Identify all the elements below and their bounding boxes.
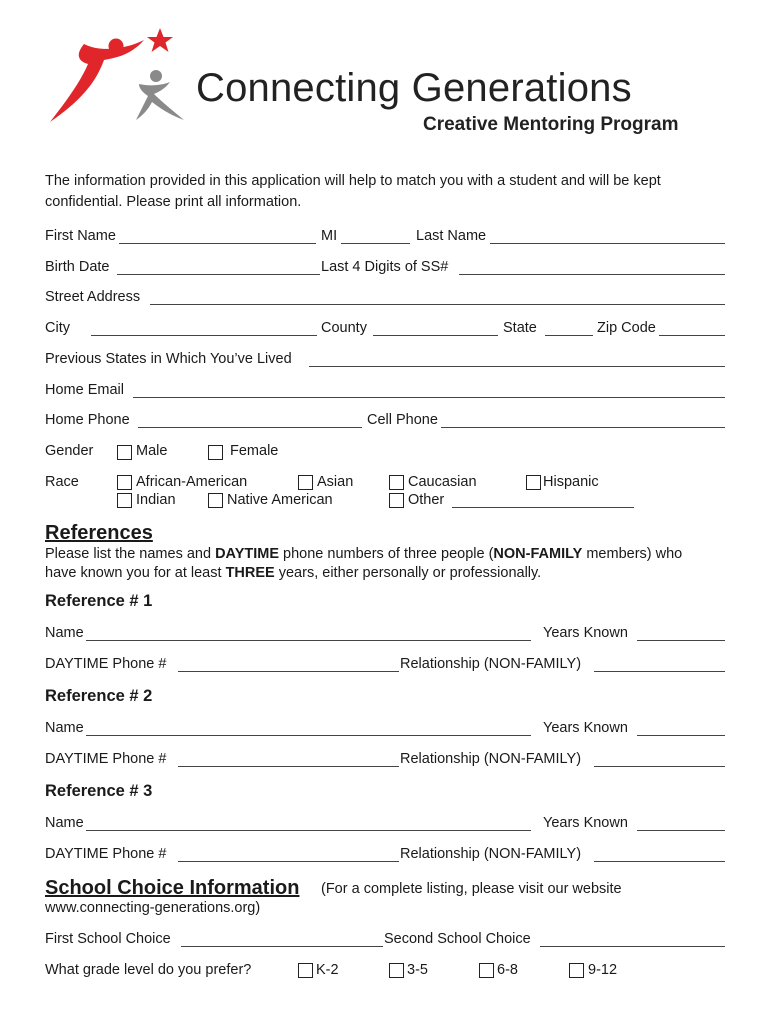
grade-6-8-checkbox[interactable] (479, 963, 494, 978)
caucasian-label: Caucasian (408, 474, 477, 490)
ref1-relationship-label: Relationship (NON-FAMILY) (400, 656, 582, 672)
city-field[interactable] (91, 335, 317, 336)
school-website-link[interactable]: www.connecting-generations.org) (45, 900, 261, 916)
grade-k2-label: K-2 (316, 962, 339, 978)
other-race-field[interactable] (452, 507, 634, 508)
logo-icon (44, 26, 189, 126)
ssn-field[interactable] (459, 274, 725, 275)
references-instructions-2: have known you for at least THREE years, either personally or professionally. (45, 565, 542, 581)
ref2-years-label: Years Known (543, 720, 628, 736)
ref1-relationship-field[interactable] (594, 671, 725, 672)
grade-k2-checkbox[interactable] (298, 963, 313, 978)
grade-6-8-label: 6-8 (497, 962, 518, 978)
ref3-relationship-field[interactable] (594, 861, 725, 862)
birth-date-label: Birth Date (45, 259, 110, 275)
ref1-phone-field[interactable] (178, 671, 399, 672)
ref3-relationship-label: Relationship (NON-FAMILY) (400, 846, 582, 862)
african-american-label: African-American (136, 474, 248, 490)
page-subtitle: Creative Mentoring Program (423, 114, 679, 135)
last-name-field[interactable] (490, 243, 725, 244)
city-label: City (45, 320, 70, 336)
county-field[interactable] (373, 335, 498, 336)
cell-phone-field[interactable] (441, 427, 725, 428)
zip-label: Zip Code (597, 320, 656, 336)
first-school-field[interactable] (181, 946, 383, 947)
mi-label: MI (321, 228, 338, 244)
home-email-field[interactable] (133, 397, 725, 398)
street-field[interactable] (150, 304, 725, 305)
ref3-phone-field[interactable] (178, 861, 399, 862)
zip-field[interactable] (659, 335, 725, 336)
page-title: Connecting Generations (196, 66, 632, 110)
ref2-phone-field[interactable] (178, 766, 399, 767)
reference-2-heading: Reference # 2 (45, 687, 153, 705)
ref3-name-label: Name (45, 815, 84, 831)
grade-3-5-checkbox[interactable] (389, 963, 404, 978)
grade-9-12-checkbox[interactable] (569, 963, 584, 978)
prev-states-field[interactable] (309, 366, 725, 367)
african-american-checkbox[interactable] (117, 475, 132, 490)
ref1-name-field[interactable] (86, 640, 531, 641)
race-label: Race (45, 474, 79, 490)
grade-9-12-label: 9-12 (588, 962, 618, 978)
asian-label: Asian (317, 474, 354, 490)
ref2-phone-label: DAYTIME Phone # (45, 751, 167, 767)
ref1-name-label: Name (45, 625, 84, 641)
second-school-label: Second School Choice (384, 931, 531, 947)
cell-phone-label: Cell Phone (367, 412, 438, 428)
first-school-label: First School Choice (45, 931, 171, 947)
ref1-years-label: Years Known (543, 625, 628, 641)
intro-line-1: The information provided in this application will help to match you with a student and will be kept (45, 173, 661, 189)
other-race-label: Other (408, 492, 445, 508)
grade-question-label: What grade level do you prefer? (45, 962, 252, 978)
ref3-name-field[interactable] (86, 830, 531, 831)
ref3-years-label: Years Known (543, 815, 628, 831)
caucasian-checkbox[interactable] (389, 475, 404, 490)
hispanic-checkbox[interactable] (526, 475, 541, 490)
second-school-field[interactable] (540, 946, 725, 947)
ref2-relationship-field[interactable] (594, 766, 725, 767)
street-label: Street Address (45, 289, 141, 305)
grade-3-5-label: 3-5 (407, 962, 428, 978)
references-heading: References (45, 522, 153, 544)
home-phone-label: Home Phone (45, 412, 130, 428)
asian-checkbox[interactable] (298, 475, 313, 490)
indian-checkbox[interactable] (117, 493, 132, 508)
ref2-relationship-label: Relationship (NON-FAMILY) (400, 751, 582, 767)
gender-label: Gender (45, 443, 94, 459)
star-icon (147, 28, 173, 52)
native-american-label: Native American (227, 492, 333, 508)
male-label: Male (136, 443, 168, 459)
ref2-years-field[interactable] (637, 735, 725, 736)
female-label: Female (230, 443, 279, 459)
references-instructions-1: Please list the names and DAYTIME phone numbers of three people (NON-FAMILY members) who (45, 546, 683, 562)
female-checkbox[interactable] (208, 445, 223, 460)
prev-states-label: Previous States in Which You’ve Lived (45, 351, 292, 367)
school-choice-note: (For a complete listing, please visit our website (321, 881, 622, 897)
home-phone-field[interactable] (138, 427, 362, 428)
first-name-label: First Name (45, 228, 116, 244)
school-choice-heading: School Choice Information (45, 877, 300, 899)
indian-label: Indian (136, 492, 176, 508)
reference-1-heading: Reference # 1 (45, 592, 153, 610)
native-american-checkbox[interactable] (208, 493, 223, 508)
home-email-label: Home Email (45, 382, 124, 398)
ref3-years-field[interactable] (637, 830, 725, 831)
other-race-checkbox[interactable] (389, 493, 404, 508)
intro-line-2: confidential. Please print all information. (45, 194, 302, 210)
birth-date-field[interactable] (117, 274, 320, 275)
ref2-name-label: Name (45, 720, 84, 736)
ref3-phone-label: DAYTIME Phone # (45, 846, 167, 862)
first-name-field[interactable] (119, 243, 316, 244)
county-label: County (321, 320, 367, 336)
mi-field[interactable] (341, 243, 410, 244)
male-checkbox[interactable] (117, 445, 132, 460)
reference-3-heading: Reference # 3 (45, 782, 153, 800)
ref1-years-field[interactable] (637, 640, 725, 641)
hispanic-label: Hispanic (543, 474, 599, 490)
ssn-label: Last 4 Digits of SS# (321, 259, 449, 275)
state-field[interactable] (545, 335, 593, 336)
ref1-phone-label: DAYTIME Phone # (45, 656, 167, 672)
state-label: State (503, 320, 537, 336)
ref2-name-field[interactable] (86, 735, 531, 736)
last-name-label: Last Name (416, 228, 487, 244)
